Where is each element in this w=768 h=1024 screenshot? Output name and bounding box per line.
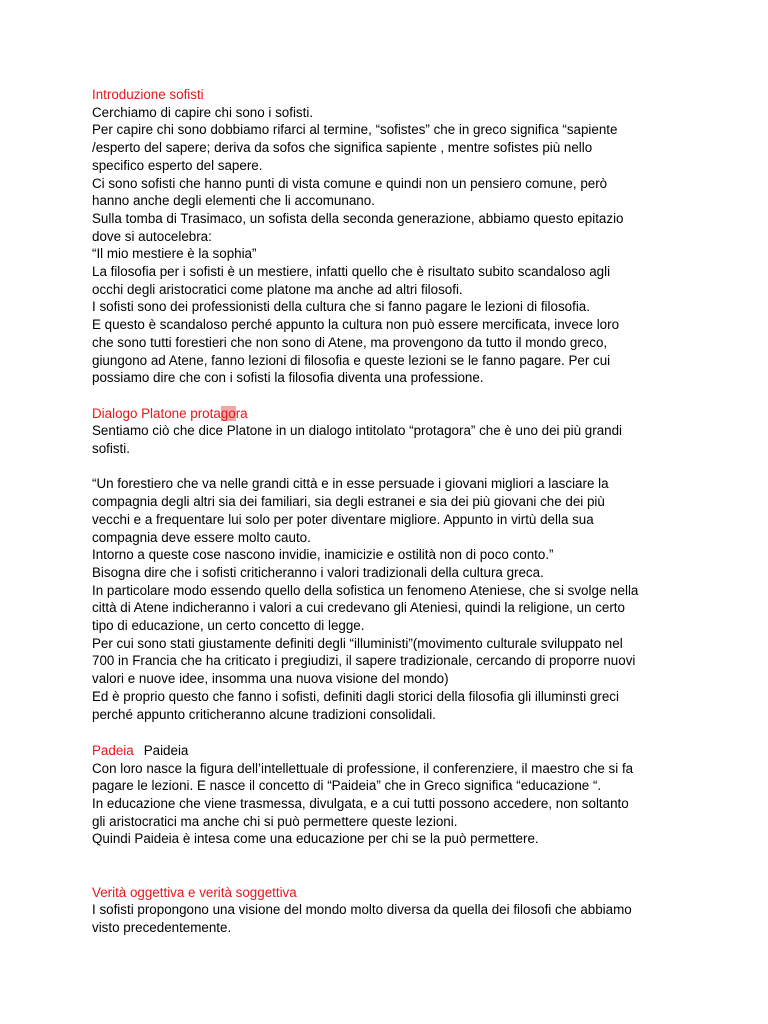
paragraph-line: città di Atene indicheranno i valori a cui credevano gli Ateniesi, quindi la religione, un certo xyxy=(92,600,625,616)
heading-text: Dialogo Platone prota xyxy=(92,405,221,421)
paragraph-line: visto precedentemente. xyxy=(92,919,232,935)
paragraph-line: valori e nuove idee, insomma una nuova visione del mondo) xyxy=(92,671,449,687)
paragraph-line: tipo di educazione, un certo concetto di legge. xyxy=(92,618,365,634)
paragraph-line: Per capire chi sono dobbiamo rifarci al termine, “sofistes” che in greco significa “sapiente xyxy=(92,122,618,138)
paragraph-line: Con loro nasce la figura dell’intellettuale di professione, il conferenziere, il maestro che si fa xyxy=(92,760,634,776)
quote-line: Intorno a queste cose nascono invidie, inamicizie e ostilità non di poco conto.” xyxy=(92,547,554,563)
paragraph-line: I sofisti sono dei professionisti della cultura che si fanno pagare le lezioni di filosofia. xyxy=(92,299,590,315)
paragraph-line: Quindi Paideia è intesa come una educazione per chi se la può permettere. xyxy=(92,831,539,847)
paragraph-line: In particolare modo essendo quello della sofistica un fenomeno Ateniese, che si svolge nella xyxy=(92,582,639,598)
section-heading-dialogo xyxy=(92,405,692,423)
paragraph-line: gli aristocratici ma anche chi si può permettere queste lezioni. xyxy=(92,813,458,829)
document-page xyxy=(92,86,692,937)
highlighted-text: go xyxy=(220,405,236,421)
section-heading-introduzione: Introduzione sofisti xyxy=(92,87,204,102)
paragraph-line: hanno anche degli elementi che li accomunano. xyxy=(92,193,375,209)
paragraph-line: Ci sono sofisti che hanno punti di vista comune e quindi non un pensiero comune, però xyxy=(92,175,608,191)
paragraph-line: Bisogna dire che i sofisti criticheranno i valori tradizionali della cultura greca. xyxy=(92,564,544,580)
paragraph-line: E questo è scandaloso perché appunto la cultura non può essere mercificata, invece loro xyxy=(92,317,620,333)
paragraph-line: perché appunto criticheranno alcune tradizioni consolidali. xyxy=(92,706,436,722)
paragraph-line: /esperto del sapere; deriva da sofos che significa sapiente , mentre sofistes più nello xyxy=(92,140,593,156)
paragraph-line: sofisti. xyxy=(92,441,130,457)
paragraph-line: possiamo dire che con i sofisti la filosofia diventa una professione. xyxy=(92,370,484,386)
section-body-verita xyxy=(92,901,692,936)
paragraph-line: I sofisti propongono una visione del mondo molto diversa da quella dei filosofi che abbiamo xyxy=(92,902,632,918)
section-heading-padeia: Padeia xyxy=(92,742,134,758)
paragraph-line: che sono tutti forestieri che non sono di Atene, ma provengono da tutto il mondo greco, xyxy=(92,334,608,350)
spacer xyxy=(92,723,692,741)
paragraph-line: dove si autocelebra: xyxy=(92,228,212,244)
paragraph-line: occhi degli aristocratici come platone ma anche ad altri filosofi. xyxy=(92,281,463,297)
paragraph-line: Per cui sono stati giustamente definiti degli “illuministi”(movimento culturale sviluppato nel xyxy=(92,635,623,651)
heading-text: ra xyxy=(235,405,248,421)
spacer xyxy=(92,866,692,884)
section-heading-verita: Verità oggettiva e verità soggettiva xyxy=(92,884,297,900)
quote-line: vecchi e a frequentare lui solo per poter diventare migliore. Appunto in virtù della sua xyxy=(92,511,594,527)
section-heading-row-padeia xyxy=(92,742,692,760)
section-body-dialogo xyxy=(92,422,692,723)
section-body-padeia xyxy=(92,760,692,849)
heading-annotation: Paideia xyxy=(143,742,189,758)
quote-line: compagnia deve essere molto cauto. xyxy=(92,529,311,545)
paragraph-line: pagare le lezioni. E nasce il concetto di “Paideia” che in Greco significa “educazione “. xyxy=(92,778,602,794)
spacer xyxy=(92,387,692,405)
paragraph-line: Sentiamo ciò che dice Platone in un dialogo intitolato “protagora” che è uno dei più grandi xyxy=(92,423,623,439)
quote-line: “Il mio mestiere è la sophia” xyxy=(92,246,257,262)
paragraph-line: Sulla tomba di Trasimaco, un sofista della seconda generazione, abbiamo questo epitazio xyxy=(92,210,624,226)
spacer xyxy=(92,458,692,476)
paragraph-line: 700 in Francia che ha criticato i pregiudizi, il sapere tradizionale, cercando di proporre nuovi xyxy=(92,653,636,669)
paragraph-line: giungono ad Atene, fanno lezioni di filosofia e queste lezioni se le fanno pagare. Per cui xyxy=(92,352,611,368)
quote-line: compagnia degli altri sia dei familiari, sia degli estranei e sia dei più giovani che dei più xyxy=(92,494,605,510)
paragraph-line: La filosofia per i sofisti è un mestiere, infatti quello che è risultato subito scandaloso agli xyxy=(92,264,611,280)
paragraph-line: Cerchiamo di capire chi sono i sofisti. xyxy=(92,104,314,120)
paragraph-line: In educazione che viene trasmessa, divulgata, e a cui tutti possono accedere, non soltanto xyxy=(92,796,629,812)
quote-line: “Un forestiero che va nelle grandi città e in esse persuade i giovani migliori a lasciare la xyxy=(92,476,609,492)
paragraph-line: specifico esperto del sapere. xyxy=(92,157,263,173)
section-body-introduzione xyxy=(92,104,692,387)
paragraph-line: Ed è proprio questo che fanno i sofisti, definiti dagli storici della filosofia gli illuminsti greci xyxy=(92,688,619,704)
spacer xyxy=(92,848,692,866)
